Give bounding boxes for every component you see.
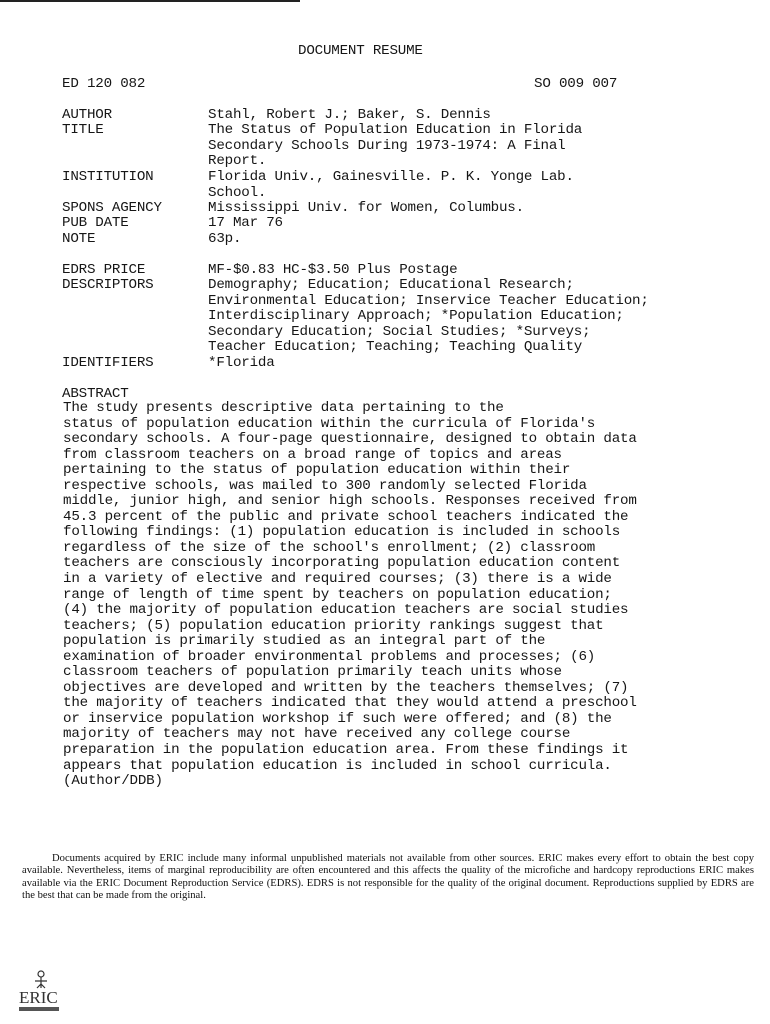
top-rule — [0, 0, 300, 2]
abstract-label: ABSTRACT — [62, 386, 129, 402]
field-label-note: NOTE — [62, 231, 96, 247]
field-label-spons-agency: SPONS AGENCY — [62, 200, 162, 216]
so-number: SO 009 007 — [534, 76, 618, 92]
field-value-edrs-price: MF-$0.83 HC-$3.50 Plus Postage — [208, 262, 458, 278]
field-label-identifiers: IDENTIFIERS — [62, 355, 154, 371]
field-label-pub-date: PUB DATE — [62, 215, 129, 231]
field-value-institution: Florida Univ., Gainesville. P. K. Yonge Lab. School. — [208, 169, 574, 201]
ed-number: ED 120 082 — [62, 76, 146, 92]
abstract-text: The study presents descriptive data pertaining to the status of population education within the curricula of Florida's secondary schools. A four-page questionnaire, designed to obtain data from classroom teachers on a broad range of topics and areas pertaining to the status of population education within their respective schools, was mailed to 300 randomly selected Florida middle, junior high, and senior high schools. Responses received from 45.3 percent of the public and private school teachers indicated the following findings: (1) population education is included in schools regardless of the size of the school's enrollment; (2) classroom teachers are consciously incorporating population education content in a variety of elective and required courses; (3) there is a wide range of length of time spent by teachers on population education; (4) the majority of population education teachers are social studies teachers; (5) population education priority rankings suggest that population is primarily studied as an integral part of the examination of broader environmental problems and processes; (6) classroom teachers of population primarily teach units whose objectives are developed and written by the teachers themselves; (7) the majority of teachers indicated that they would attend a preschool or inservice population workshop if such were offered; and (8) the majority of teachers may not have received any college course preparation in the population education area. From these findings it appears that population education is included in school curricula. (Author/DDB) — [63, 400, 637, 790]
eric-logo-icon — [16, 966, 66, 1014]
page-title: DOCUMENT RESUME — [298, 43, 423, 59]
field-value-author: Stahl, Robert J.; Baker, S. Dennis — [208, 107, 491, 123]
field-value-title: The Status of Population Education in Florida Secondary Schools During 1973-1974: A Final Report. — [208, 122, 583, 170]
field-value-pub-date: 17 Mar 76 — [208, 215, 283, 231]
field-label-author: AUTHOR — [62, 107, 112, 123]
field-value-spons-agency: Mississippi Univ. for Women, Columbus. — [208, 200, 524, 216]
field-label-title: TITLE — [62, 122, 104, 138]
field-label-edrs-price: EDRS PRICE — [62, 262, 146, 278]
logo-text: ERIC — [19, 988, 58, 1007]
eric-disclaimer: Documents acquired by ERIC include many informal unpublished materials not available from other sources. ERIC makes every effort to obtain the best copy available. Nevertheless, items of marginal reproducibility are often encountered and this affects the quality of the microfiche and hardcopy reproductions ERIC makes available via the ERIC Document Reproduction Service (EDRS). EDRS is not responsible for the quality of the original document. Reproductions supplied by EDRS are the best that can be made from the original. — [22, 853, 754, 902]
field-value-identifiers: *Florida — [208, 355, 275, 371]
field-value-descriptors: Demography; Education; Educational Research; Environmental Education; Inservice Teacher Education; Interdisciplinary Approach; *Population Education; Secondary Education; Social Studies; *Surveys; Teacher Education; Teaching; Teaching Quality — [208, 277, 649, 356]
field-value-note: 63p. — [208, 231, 242, 247]
field-label-institution: INSTITUTION — [62, 169, 154, 185]
field-label-descriptors: DESCRIPTORS — [62, 277, 154, 293]
